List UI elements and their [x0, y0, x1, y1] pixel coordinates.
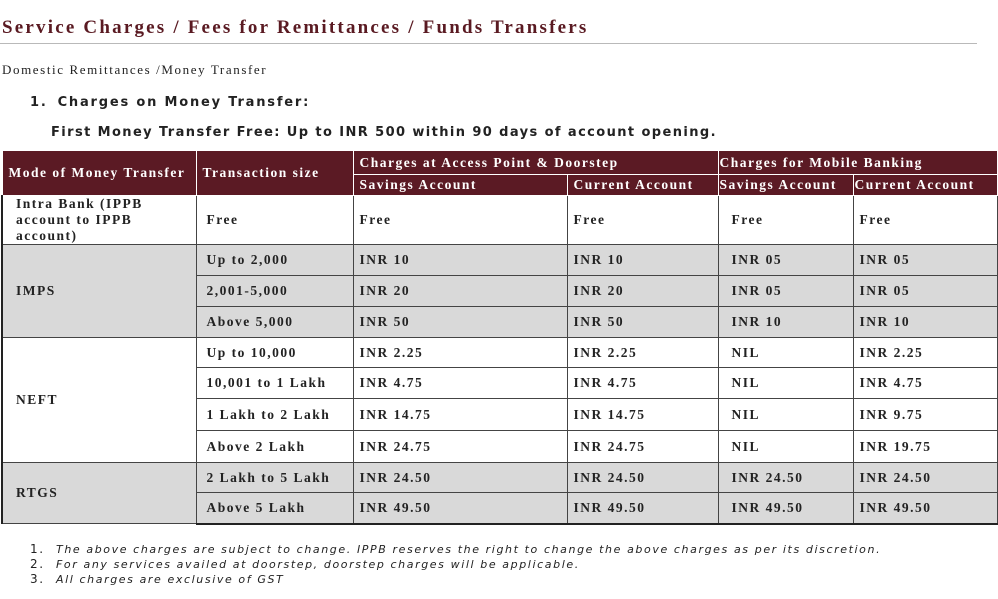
- mb-current-cell: INR 9.75: [853, 399, 997, 431]
- size-cell: Up to 10,000: [196, 338, 353, 368]
- table-row: [2, 338, 997, 368]
- mb-savings-cell: NIL: [718, 368, 853, 399]
- header-mode: Mode of Money Transfer: [2, 151, 196, 196]
- header-mobile-banking: Charges for Mobile Banking: [718, 151, 997, 175]
- mb-current-cell: INR 05: [853, 245, 997, 276]
- size-cell: Free: [196, 196, 353, 245]
- mode-cell-intra: Intra Bank (IPPB account to IPPB account): [2, 196, 196, 245]
- ap-current-cell: INR 24.50: [567, 463, 718, 493]
- mb-current-cell: INR 05: [853, 276, 997, 307]
- size-cell: Above 5 Lakh: [196, 493, 353, 524]
- ap-savings-cell: INR 4.75: [353, 368, 567, 399]
- ap-current-cell: INR 49.50: [567, 493, 718, 524]
- mb-savings-cell: NIL: [718, 399, 853, 431]
- size-cell: Up to 2,000: [196, 245, 353, 276]
- header-mb-current: Current Account: [853, 175, 997, 196]
- header-transaction-size: Transaction size: [196, 151, 353, 196]
- size-cell: 2 Lakh to 5 Lakh: [196, 463, 353, 493]
- mb-current-cell: INR 24.50: [853, 463, 997, 493]
- title-divider: [0, 43, 977, 44]
- footnote-text: All charges are exclusive of GST: [56, 573, 285, 586]
- footnote-item: [30, 572, 881, 587]
- ap-current-cell: INR 2.25: [567, 338, 718, 368]
- ap-current-cell: Free: [567, 196, 718, 245]
- mb-current-cell: INR 19.75: [853, 431, 997, 463]
- footnote-text: For any services availed at doorstep, doorstep charges will be applicable.: [56, 558, 580, 571]
- ap-savings-cell: Free: [353, 196, 567, 245]
- footnotes: [30, 542, 881, 587]
- ap-savings-cell: INR 24.75: [353, 431, 567, 463]
- header-access-point: Charges at Access Point & Doorstep: [353, 151, 718, 175]
- section-subtitle: Domestic Remittances /Money Transfer: [2, 62, 268, 77]
- mb-current-cell: Free: [853, 196, 997, 245]
- ap-current-cell: INR 4.75: [567, 368, 718, 399]
- ap-savings-cell: INR 49.50: [353, 493, 567, 524]
- ap-savings-cell: INR 14.75: [353, 399, 567, 431]
- charges-table: [1, 150, 998, 525]
- charges-heading-number: 1.: [30, 95, 48, 110]
- charges-heading: [30, 95, 310, 110]
- mb-savings-cell: INR 24.50: [718, 463, 853, 493]
- mode-cell-rtgs: RTGS: [2, 463, 196, 524]
- mb-savings-cell: NIL: [718, 338, 853, 368]
- size-cell: 2,001-5,000: [196, 276, 353, 307]
- mb-current-cell: INR 10: [853, 307, 997, 338]
- mode-cell-neft: NEFT: [2, 338, 196, 463]
- mb-current-cell: INR 49.50: [853, 493, 997, 524]
- mb-savings-cell: INR 10: [718, 307, 853, 338]
- mb-savings-cell: INR 49.50: [718, 493, 853, 524]
- ap-current-cell: INR 50: [567, 307, 718, 338]
- footnote-item: [30, 557, 881, 572]
- header-mb-savings: Savings Account: [718, 175, 853, 196]
- first-transfer-note: First Money Transfer Free: Up to INR 500 within 90 days of account opening.: [51, 125, 717, 140]
- ap-current-cell: INR 24.75: [567, 431, 718, 463]
- charges-heading-text: Charges on Money Transfer:: [57, 95, 311, 110]
- ap-savings-cell: INR 20: [353, 276, 567, 307]
- footnote-text: The above charges are subject to change. IPPB reserves the right to change the above charges as per its discretion.: [56, 543, 882, 556]
- footnote-number: 2.: [30, 557, 45, 571]
- ap-savings-cell: INR 2.25: [353, 338, 567, 368]
- table-row: [2, 245, 997, 276]
- mb-savings-cell: NIL: [718, 431, 853, 463]
- size-cell: 1 Lakh to 2 Lakh: [196, 399, 353, 431]
- footnote-number: 3.: [30, 572, 45, 586]
- ap-current-cell: INR 10: [567, 245, 718, 276]
- mb-savings-cell: INR 05: [718, 276, 853, 307]
- header-ap-savings: Savings Account: [353, 175, 567, 196]
- table-row: [2, 463, 997, 493]
- footnote-item: [30, 542, 881, 557]
- ap-savings-cell: INR 10: [353, 245, 567, 276]
- mb-savings-cell: Free: [718, 196, 853, 245]
- ap-savings-cell: INR 24.50: [353, 463, 567, 493]
- ap-savings-cell: INR 50: [353, 307, 567, 338]
- footnote-number: 1.: [30, 542, 45, 556]
- ap-current-cell: INR 14.75: [567, 399, 718, 431]
- mode-cell-imps: IMPS: [2, 245, 196, 338]
- mb-savings-cell: INR 05: [718, 245, 853, 276]
- table-row: [2, 196, 997, 245]
- mb-current-cell: INR 4.75: [853, 368, 997, 399]
- header-ap-current: Current Account: [567, 175, 718, 196]
- size-cell: Above 5,000: [196, 307, 353, 338]
- mb-current-cell: INR 2.25: [853, 338, 997, 368]
- page-title: Service Charges / Fees for Remittances / Funds Transfers: [2, 17, 589, 38]
- size-cell: 10,001 to 1 Lakh: [196, 368, 353, 399]
- ap-current-cell: INR 20: [567, 276, 718, 307]
- size-cell: Above 2 Lakh: [196, 431, 353, 463]
